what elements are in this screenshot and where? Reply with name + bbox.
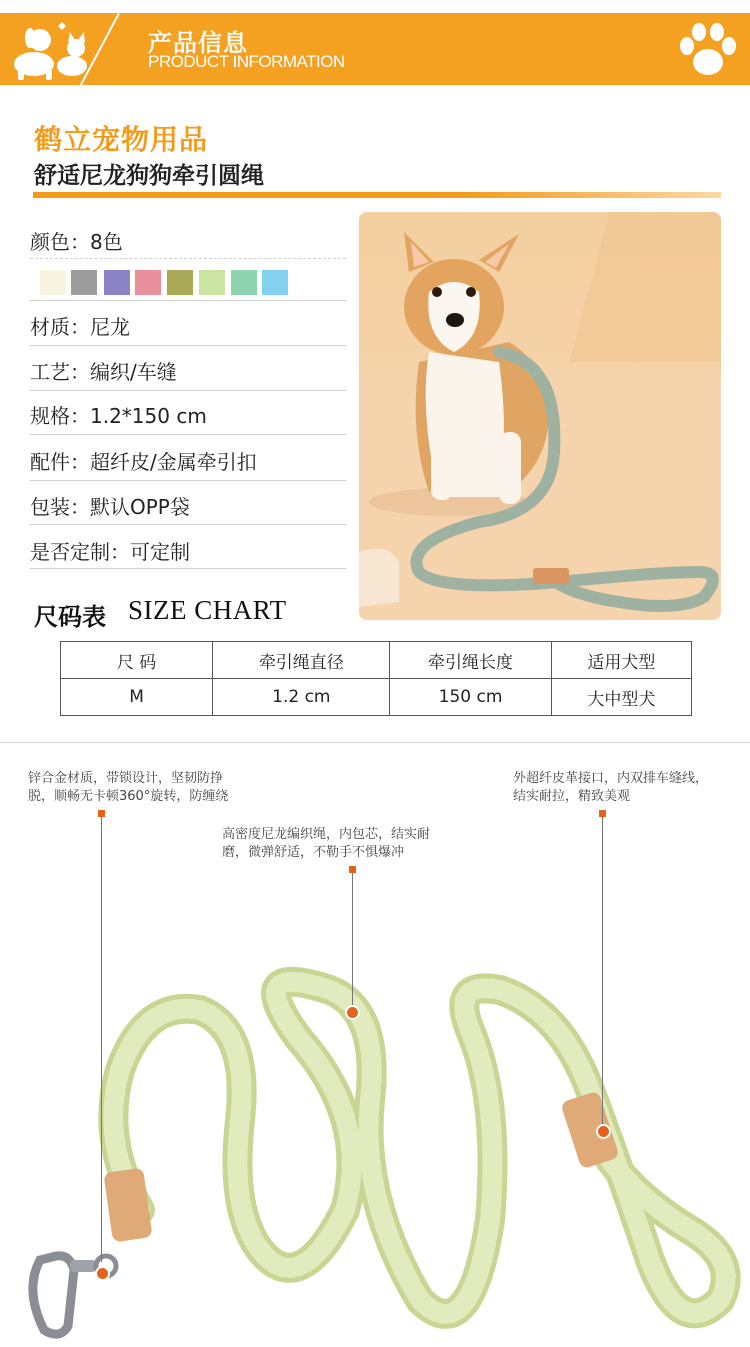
spec-packaging: 包装：默认OPP袋 (30, 495, 190, 519)
color-swatch (104, 270, 130, 295)
brand-name: 鹤立宠物用品 (34, 123, 209, 156)
paw-icon (676, 20, 740, 80)
spec-color: 颜色：8色 (30, 230, 123, 254)
table-cell: 1.2 cm (213, 679, 390, 716)
table-header-cell: 尺 码 (61, 642, 213, 679)
pet-logo-icon (8, 18, 104, 82)
section-subtitle: PRODUCT INFORMATION (148, 52, 345, 71)
color-swatch (199, 270, 225, 295)
callout-leather: 外超纤皮革接口，内双排车缝线，结实耐拉，精致美观 (513, 771, 709, 804)
divider (30, 300, 346, 301)
callout-marker (599, 810, 606, 817)
spec-material: 材质：尼龙 (30, 315, 130, 339)
table-header-cell: 牵引绳直径 (213, 642, 390, 679)
divider (30, 258, 346, 260)
product-title: 舒适尼龙狗狗牵引圆绳 (34, 163, 264, 189)
callout-rope: 高密度尼龙编织绳，内包芯，结实耐磨，微弹舒适，不勒手不惧爆冲 (222, 827, 431, 860)
table-header-cell: 适用犬型 (551, 642, 691, 679)
size-table (60, 641, 692, 716)
color-swatch (231, 270, 257, 295)
callout-marker (98, 810, 105, 817)
table-header-cell: 牵引绳长度 (390, 642, 551, 679)
callout-dot (95, 1266, 110, 1281)
color-swatch (71, 270, 97, 295)
divider (30, 345, 346, 346)
divider (30, 480, 346, 481)
table-cell: 大中型犬 (551, 679, 691, 716)
divider (30, 434, 346, 435)
divider (30, 524, 346, 525)
spec-craft: 工艺：编织/车缝 (30, 360, 177, 384)
table-row (61, 679, 692, 716)
color-swatch (167, 270, 193, 295)
callout-clip: 锌合金材质，带锁设计，坚韧防挣脱，顺畅无卡顿360°旋转，防缠绕 (28, 771, 229, 804)
spec-size: 规格：1.2*150 cm (30, 404, 207, 428)
table-cell: M (61, 679, 213, 716)
callout-dot (345, 1005, 360, 1020)
size-chart-title: 尺码表 (34, 603, 106, 631)
color-swatch (262, 270, 288, 295)
table-header-row (61, 642, 692, 679)
color-swatch (135, 270, 161, 295)
callout-marker (349, 866, 356, 873)
product-photo-corgi (359, 212, 721, 620)
leader-line (602, 812, 603, 1129)
table-cell: 150 cm (390, 679, 551, 716)
leader-line (101, 812, 102, 1262)
size-chart-title-en: SIZE CHART (128, 595, 287, 625)
title-underline (33, 192, 721, 198)
spec-fittings: 配件：超纤皮/金属牵引扣 (30, 450, 257, 474)
divider (30, 390, 346, 391)
spec-customization: 是否定制：可定制 (30, 540, 190, 564)
callout-dot (596, 1124, 611, 1139)
color-swatch (40, 270, 66, 295)
section-title: 产品信息 (148, 29, 248, 57)
divider (30, 568, 346, 569)
leader-line (352, 872, 353, 1010)
